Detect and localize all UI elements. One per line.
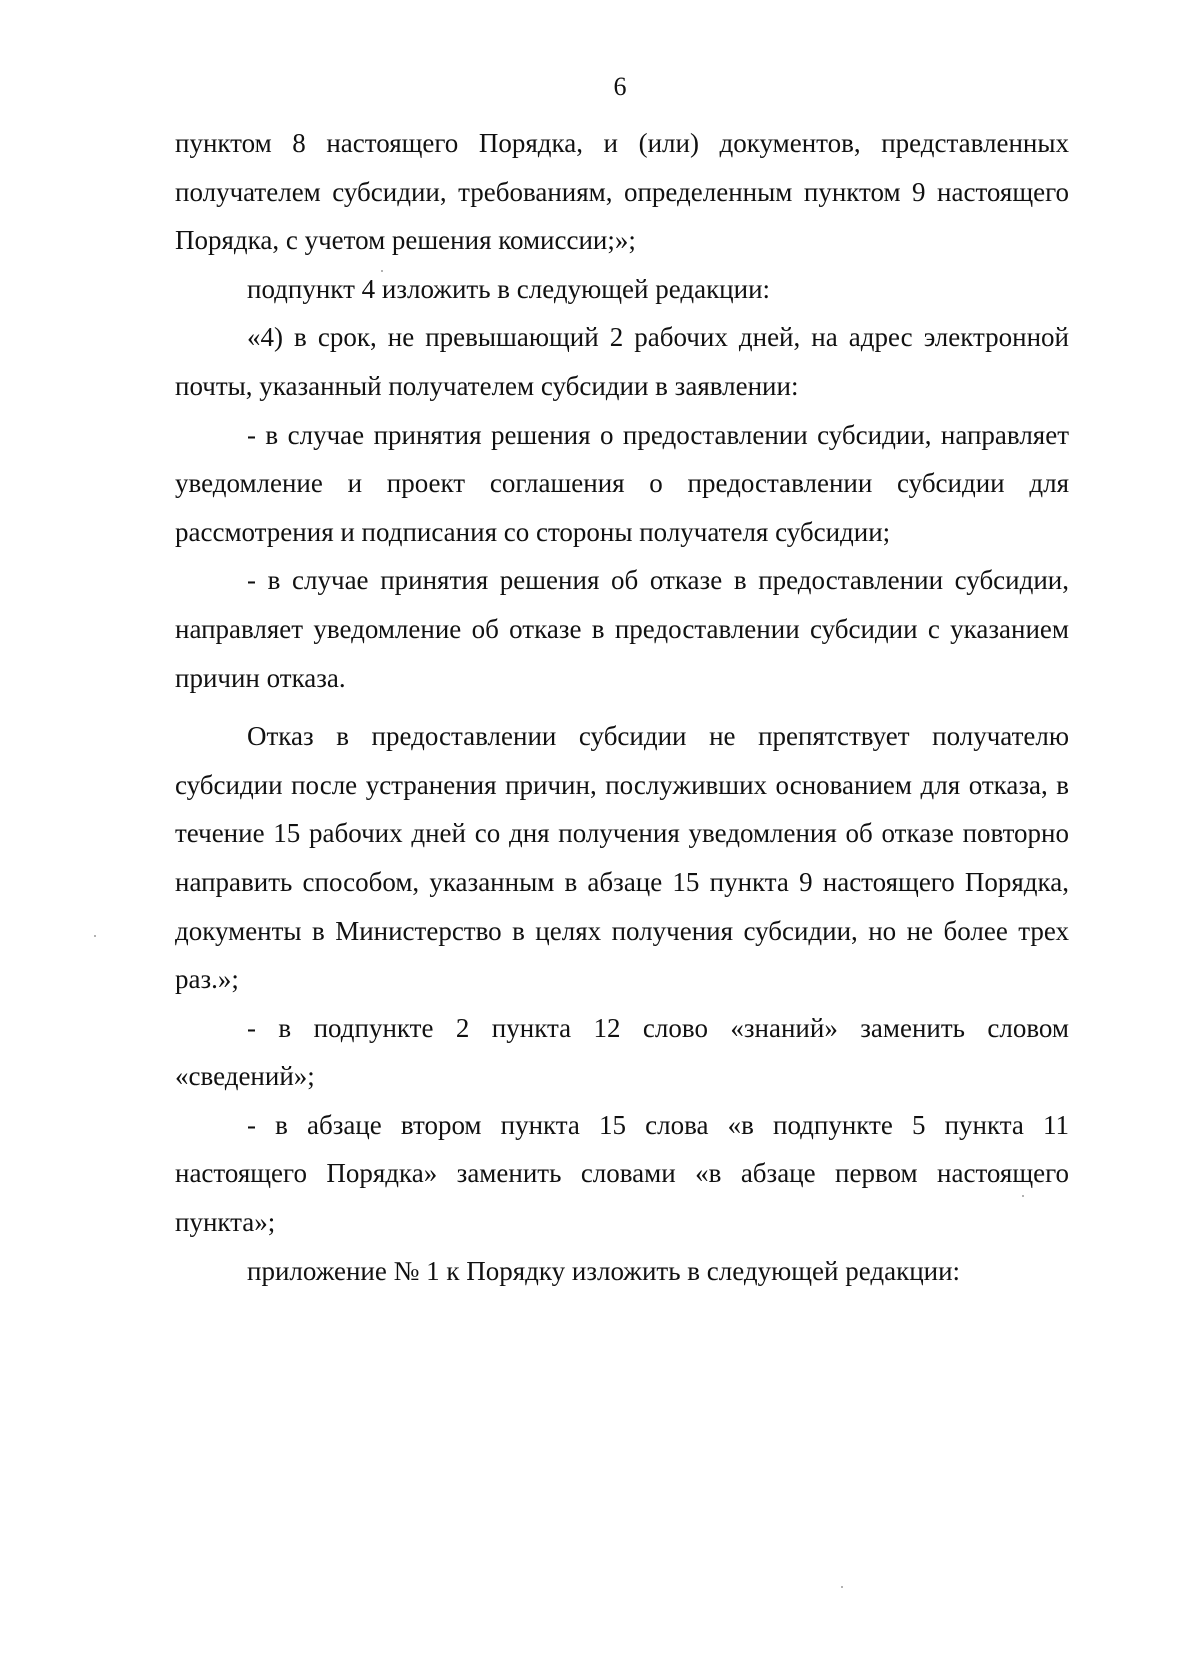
scan-speck xyxy=(381,270,383,272)
paragraph-amendment-item-15: - в абзаце втором пункта 15 слова «в подпункте 5 пункта 11 настоящего Порядка» заменить словами «в абзаце первом настоящего пункта»; xyxy=(175,1109,1069,1238)
scan-speck xyxy=(1022,1195,1024,1197)
paragraph-appendix-1: приложение № 1 к Порядку изложить в следующей редакции: xyxy=(247,1255,961,1286)
paragraph-amendment-item-12: - в подпункте 2 пункта 12 слово «знаний» заменить словом «сведений»; xyxy=(175,1012,1069,1092)
paragraph-refusal-resubmission: Отказ в предоставлении субсидии не препятствует получателю субсидии после устранения причин, послуживших основанием для отказа, в течение 15 рабочих дней со дня получения уведомления об отказе повторно направить способом, указанным в абзаце 15 пункта 9 настоящего Порядка, документы в Министерство в целях получения субсидии, но не более трех раз.»; xyxy=(175,721,1069,995)
scan-speck xyxy=(94,935,96,937)
paragraph-subitem-4-intro: подпункт 4 изложить в следующей редакции: xyxy=(247,273,771,304)
document-body xyxy=(175,119,1069,1295)
paragraph-refusal-decision: - в случае принятия решения об отказе в предоставлении субсидии, направляет уведомление об отказе в предоставлении субсидии с указанием причин отказа. xyxy=(175,565,1069,693)
paragraph-grant-decision: - в случае принятия решения о предоставлении субсидии, направляет уведомление и проект соглашения о предоставлении субсидии для рассмотрения и подписания со стороны получателя субсидии; xyxy=(175,419,1069,547)
scan-speck xyxy=(841,1586,843,1588)
page-number: 6 xyxy=(613,72,627,101)
paragraph-subitem-4-text: «4) в срок, не превышающий 2 рабочих дней, на адрес электронной почты, указанный получателем субсидии в заявлении: xyxy=(175,322,1069,401)
paragraph-continuation: пунктом 8 настоящего Порядка, и (или) документов, представленных получателем субсидии, требованиям, определенным пунктом 9 настоящего Порядка, с учетом решения комиссии;»; xyxy=(175,128,1069,256)
